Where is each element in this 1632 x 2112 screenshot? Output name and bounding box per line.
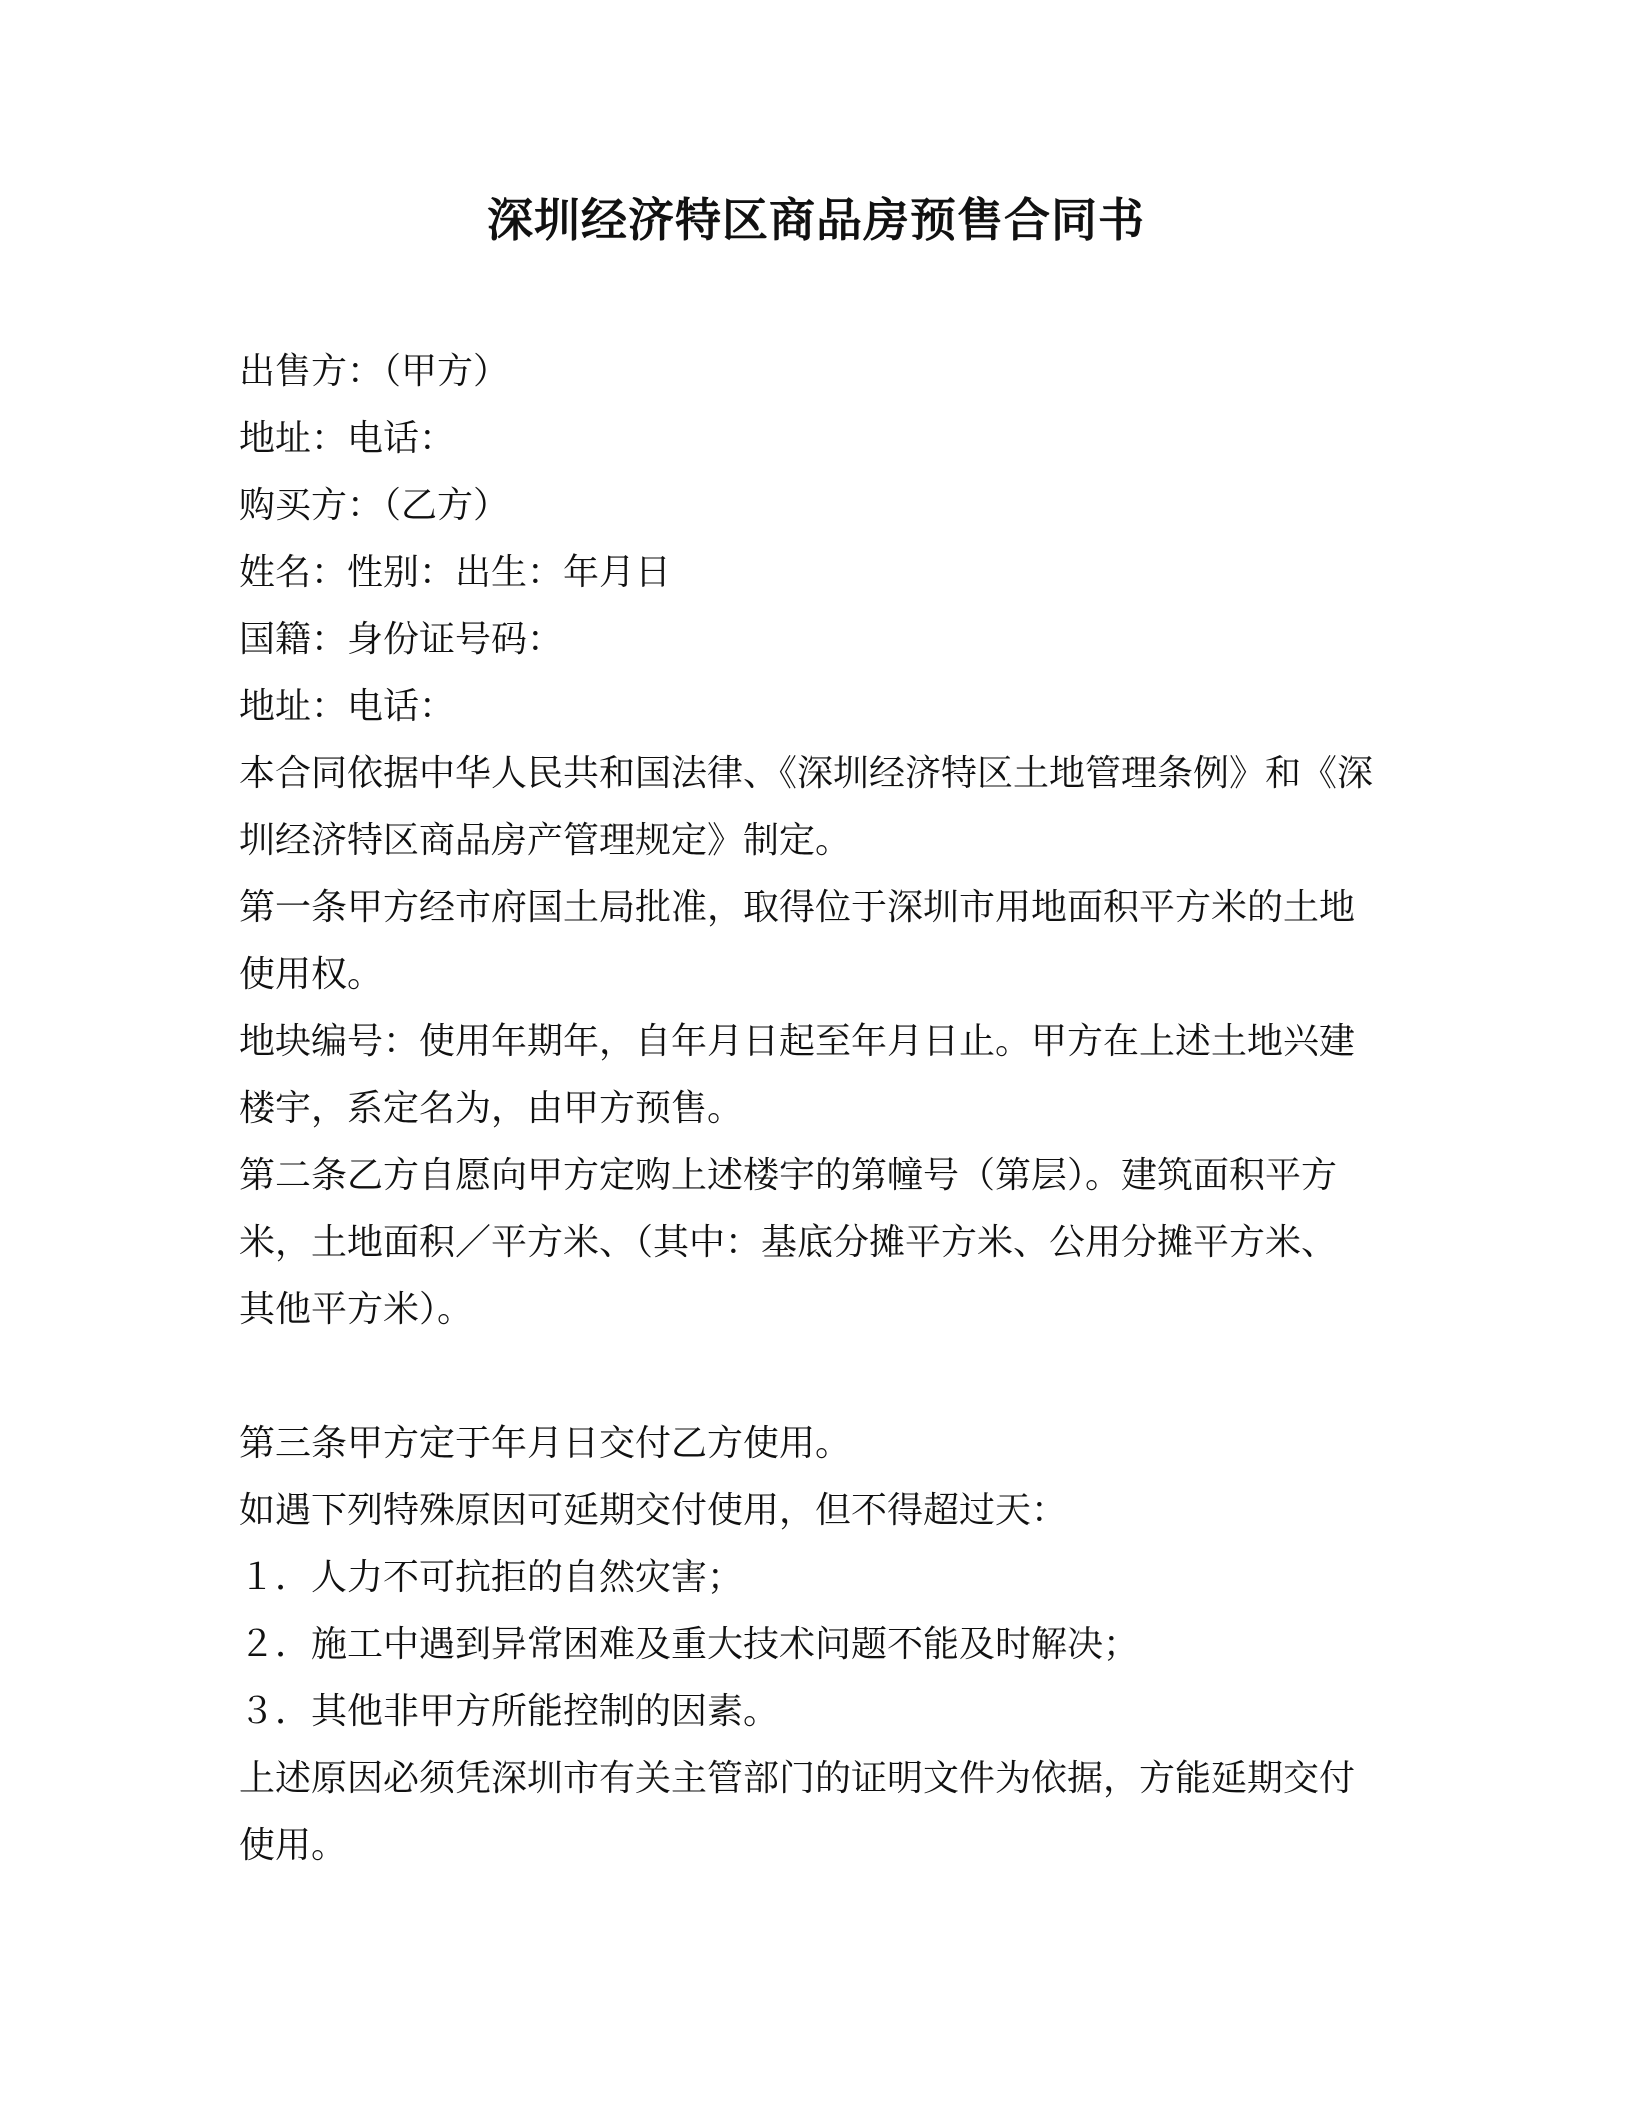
- delay-reason-2: ２．施工中遇到异常困难及重大技术问题不能及时解决；: [239, 1624, 1140, 1665]
- delay-reason-3: ３．其他非甲方所能控制的因素。: [239, 1691, 780, 1732]
- buyer-address-line: 地址：电话：: [239, 686, 456, 727]
- preamble-line-2: 圳经济特区商品房产管理规定》制定。: [239, 820, 852, 861]
- plot-line-1: 地块编号：使用年期年，自年月日起至年月日止。甲方在上述土地兴建: [239, 1021, 1356, 1062]
- article-2-line-2: 米，土地面积／平方米、（其中：基底分摊平方米、公用分摊平方米、: [239, 1222, 1338, 1263]
- seller-address-line: 地址：电话：: [239, 418, 456, 459]
- article-3-line-1: 第三条甲方定于年月日交付乙方使用。: [239, 1423, 852, 1464]
- preamble-line-1: 本合同依据中华人民共和国法律、《深圳经济特区土地管理条例》和《深: [239, 753, 1374, 794]
- article-1-line-2: 使用权。: [239, 954, 384, 995]
- buyer-id-line: 国籍：身份证号码：: [239, 619, 564, 660]
- plot-line-2: 楼宇，系定名为，由甲方预售。: [239, 1088, 744, 1129]
- article-2-line-3: 其他平方米）。: [239, 1289, 474, 1330]
- delay-intro-line: 如遇下列特殊原因可延期交付使用，但不得超过天：: [239, 1490, 1068, 1531]
- article-1-line-1: 第一条甲方经市府国土局批准，取得位于深圳市用地面积平方米的土地: [239, 887, 1356, 928]
- document-body: [239, 338, 1399, 1879]
- article-2-line-1: 第二条乙方自愿向甲方定购上述楼宇的第幢号（第层）。建筑面积平方: [239, 1155, 1338, 1196]
- document-title: 深圳经济特区商品房预售合同书: [487, 193, 1145, 247]
- seller-line: 出售方：（甲方）: [239, 351, 510, 392]
- buyer-line: 购买方：（乙方）: [239, 485, 510, 526]
- delay-reason-1: １．人力不可抗拒的自然灾害；: [239, 1557, 744, 1598]
- delay-proof-line-2: 使用。: [239, 1825, 348, 1866]
- paragraph-gap: [239, 1343, 1399, 1410]
- buyer-name-line: 姓名：性别：出生：年月日: [239, 552, 672, 593]
- delay-proof-line-1: 上述原因必须凭深圳市有关主管部门的证明文件为依据，方能延期交付: [239, 1758, 1356, 1799]
